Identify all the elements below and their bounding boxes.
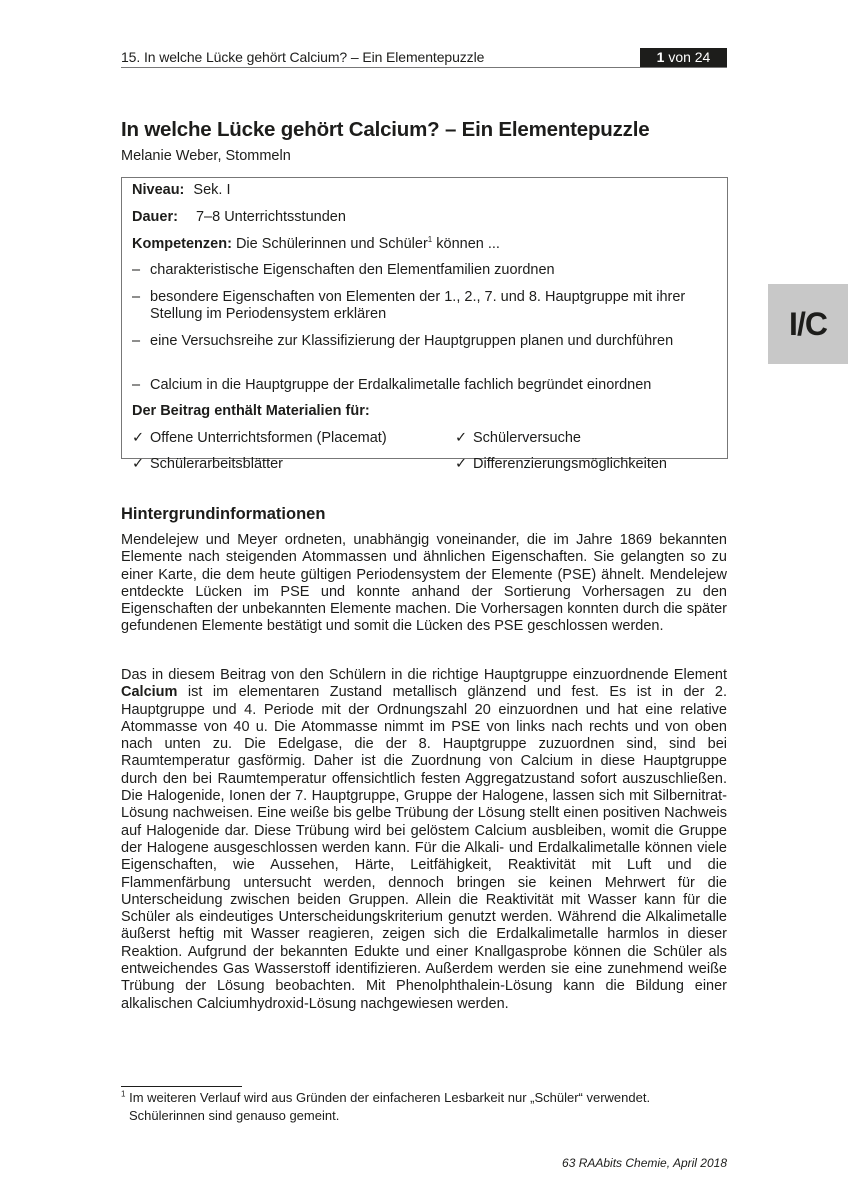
competency-text: Calcium in die Hauptgruppe der Erdalkalimetalle fachlich begründet einordnen — [150, 377, 652, 393]
niveau-value: Sek. I — [193, 182, 231, 198]
article-title: In welche Lücke gehört Calcium? – Ein Elementepuzzle — [121, 118, 650, 141]
paragraph-2 — [121, 667, 727, 1013]
paragraph-2-pre: Das in diesem Beitrag von den Schülern in die richtige Hauptgruppe einzuordnende Element — [121, 667, 727, 683]
competency-item — [132, 262, 717, 279]
paragraph-1: Mendelejew und Meyer ordneten, unabhängig voneinander, die im Jahre 1869 bekannten Elemente nach steigenden Atommassen und ähnlichen Eigenschaften. Sie gelangten so zu einer Karte, die dem heute gültigen Periodensystem der Elemente (PSE) ähnelt. Mendelejew entdeckte Lücken im PSE und konnte anhand der Sortierung Vorhersagen zu den Eigenschaften der unbekannten Elemente machen. Die Vorhersagen konnten durch die später gefundenen Elemente bestätigt und somit die Lücken des PSE geschlossen werden. — [121, 532, 727, 635]
material-text: Offene Unterrichtsformen (Placemat) — [150, 430, 387, 446]
page-total: von 24 — [668, 49, 711, 65]
material-text: Schülerarbeitsblätter — [150, 456, 283, 472]
material-item — [455, 456, 667, 473]
checkmark-icon: ✓ — [455, 456, 468, 472]
info-box — [121, 177, 728, 472]
material-item — [132, 430, 387, 447]
checkmark-icon: ✓ — [132, 456, 145, 472]
dash-bullet: – — [132, 333, 141, 349]
dash-bullet: – — [132, 289, 141, 305]
section-heading: Hintergrundinformationen — [121, 505, 326, 523]
footnote-text-2: Schülerinnen sind genauso gemeint. — [129, 1107, 340, 1123]
competency-item — [132, 333, 717, 350]
running-title: 15. In welche Lücke gehört Calcium? – Ein Elementepuzzle — [121, 49, 485, 65]
materials-heading — [132, 403, 717, 420]
material-item — [132, 456, 283, 473]
niveau-label: Niveau: — [132, 182, 185, 198]
niveau-row — [132, 182, 717, 199]
footnote-divider — [121, 1086, 242, 1087]
kompetenzen-intro: Die Schülerinnen und Schüler — [235, 236, 428, 252]
material-text: Schülerversuche — [473, 430, 581, 446]
page-footer-source: 63 RAAbits Chemie, April 2018 — [562, 1156, 727, 1170]
highlight-calcium: Calcium — [121, 684, 178, 701]
dash-bullet: – — [132, 262, 141, 278]
competency-item — [132, 377, 717, 394]
kompetenzen-tail: können ... — [436, 236, 500, 252]
checkmark-icon: ✓ — [132, 430, 145, 446]
section-tab: I/C — [768, 284, 848, 364]
footnote-text-1: Im weiteren Verlauf wird aus Gründen der einfacheren Lesbarkeit nur „Schüler“ verwendet. — [129, 1090, 651, 1105]
running-header — [121, 48, 727, 68]
competency-text: besondere Eigenschaften von Elementen der 1., 2., 7. und 8. Hauptgruppe mit ihrer Stellung im Periodensystem erklären — [150, 289, 686, 322]
footnote-ref: 1 — [427, 235, 433, 245]
material-item — [455, 430, 581, 447]
competency-text: charakteristische Eigenschaften den Elementfamilien zuordnen — [150, 262, 555, 278]
page-current: 1 — [656, 49, 665, 65]
footnote-marker: 1 — [121, 1089, 126, 1099]
paragraph-2-post: ist im elementaren Zustand metallisch glänzend und fest. Es ist in der 2. Hauptgruppe und 4. Periode mit der Ordnungszahl 20 einzuordnen und hat eine relative Atommasse von 40 u. Die Atommasse nimmt im PSE von links nach rechts und von oben nach unten zu. Die Edelgase, die der 8. Hauptgruppe zuzuordnen sind, sind bei Raumtemperatur gasförmig. Daher ist die Zuordnung von Calcium in diese Hauptgruppe durch den bei Raumtemperatur offensichtlich festen Aggregatzustand sofort auszuschließen. Die Halogenide, Ionen der 7. Hauptgruppe, Gruppe der Halogene, lassen sich mit Silbernitrat-Lösung nachweisen. Eine weiße bis gelbe Trübung der Lösung stellt einen positiven Nachweis auf Halogenide dar. Diese Trübung wird bei gelöstem Calcium ausbleiben, womit die Gruppe der Halogene ausgeschlossen werden kann. Für die Alkali- und Erdalkalimetalle können viele Eigenschaften, wie Aussehen, Härte, Leitfähigkeit, Reaktivität mit Luft und die Flammenfärbung untersucht werden, dennoch bringen sie keinen Mehrwert für die Unterscheidung zwischen beiden Gruppen. Allein die Reaktivität mit Wasser kann für die Schüler als eindeutiges Unterscheidungskriterium genutzt werden. Während die Alkalimetalle äußerst heftig mit Wasser reagieren, zeigen sich die Erdalkalimetalle harmlos in dieser Reaktion. Aufgrund der bekannten Edukte und einer Knallgasprobe können die Schüler als entweichendes Gas Wasserstoff identifizieren. Außerdem werden sie eine zunehmend weiße Trübung der Lösung beobachten. Mit Phenolphthalein-Lösung kann die Bildung einer alkalischen Calciumhydroxid-Lösung nachgewiesen werden. — [121, 684, 728, 1012]
article-author: Melanie Weber, Stommeln — [121, 148, 291, 164]
competency-text: eine Versuchsreihe zur Klassifizierung der Hauptgruppen planen und durchführen — [150, 333, 674, 349]
kompetenzen-row — [132, 236, 717, 253]
dauer-row — [132, 209, 717, 226]
dauer-value: 7–8 Unterrichtsstunden — [195, 209, 346, 225]
materials-heading-text: Der Beitrag enthält Materialien für: — [132, 403, 370, 419]
dauer-label: Dauer: — [132, 209, 178, 225]
material-text: Differenzierungsmöglichkeiten — [473, 456, 667, 472]
footnote — [121, 1089, 727, 1124]
dash-bullet: – — [132, 377, 141, 393]
page-indicator — [640, 48, 727, 67]
kompetenzen-label: Kompetenzen: — [132, 236, 232, 252]
checkmark-icon: ✓ — [455, 430, 468, 446]
competency-item — [132, 289, 717, 323]
